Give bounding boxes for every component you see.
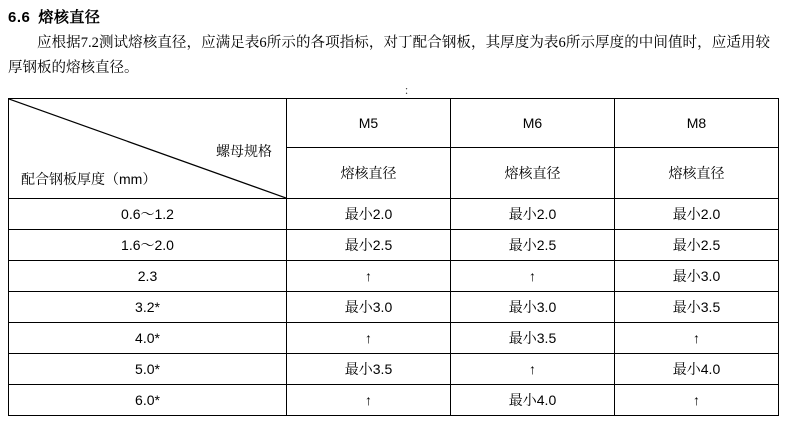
table-header-row <box>9 99 779 148</box>
row-value-m8: ↑ <box>615 385 779 416</box>
row-value-m8: 最小2.0 <box>615 199 779 230</box>
table-row <box>9 354 779 385</box>
section-title: 熔核直径 <box>38 9 101 26</box>
row-value-m5: 最小2.0 <box>287 199 451 230</box>
row-value-m6: ↑ <box>451 354 615 385</box>
corner-bottom-label: 配合钢板厚度（mm） <box>21 171 157 187</box>
column-header-m8: M8 <box>615 99 779 148</box>
row-thickness: 4.0* <box>9 323 287 354</box>
subheader-m8: 熔核直径 <box>615 148 779 199</box>
nugget-diameter-table <box>8 98 779 416</box>
row-value-m5: 最小3.0 <box>287 292 451 323</box>
row-value-m5: ↑ <box>287 261 451 292</box>
row-value-m8: 最小3.5 <box>615 292 779 323</box>
row-value-m8: 最小3.0 <box>615 261 779 292</box>
row-value-m6: 最小3.0 <box>451 292 615 323</box>
row-value-m5: 最小2.5 <box>287 230 451 261</box>
table-row <box>9 385 779 416</box>
row-value-m6: 最小2.0 <box>451 199 615 230</box>
body-paragraph: 应根据7.2测试熔核直径，应满足表6所示的各项指标，对丁配合钢板，其厚度为表6所示厚度的中间值时，应适用较厚钢板的熔核直径。 <box>8 35 770 76</box>
row-value-m8: ↑ <box>615 323 779 354</box>
row-value-m6: 最小2.5 <box>451 230 615 261</box>
row-thickness: 5.0* <box>9 354 287 385</box>
row-value-m8: 最小2.5 <box>615 230 779 261</box>
row-value-m5: ↑ <box>287 385 451 416</box>
row-value-m8: 最小4.0 <box>615 354 779 385</box>
stray-mark: ： <box>404 85 415 97</box>
row-thickness: 0.6～1.2 <box>9 199 287 230</box>
table-row <box>9 323 779 354</box>
section-number: 6.6 <box>8 9 31 26</box>
row-thickness: 3.2* <box>9 292 287 323</box>
subheader-m6: 熔核直径 <box>451 148 615 199</box>
table-row <box>9 230 779 261</box>
row-thickness: 6.0* <box>9 385 287 416</box>
table-corner-cell <box>9 99 287 199</box>
row-thickness: 1.6～2.0 <box>9 230 287 261</box>
row-value-m6: 最小4.0 <box>451 385 615 416</box>
table-row <box>9 292 779 323</box>
row-value-m6: 最小3.5 <box>451 323 615 354</box>
row-value-m6: ↑ <box>451 261 615 292</box>
corner-top-label: 螺母规格 <box>216 143 272 159</box>
row-value-m5: 最小3.5 <box>287 354 451 385</box>
table-row <box>9 199 779 230</box>
section-heading <box>8 6 100 27</box>
column-header-m5: M5 <box>287 99 451 148</box>
column-header-m6: M6 <box>451 99 615 148</box>
table-row <box>9 261 779 292</box>
row-value-m5: ↑ <box>287 323 451 354</box>
subheader-m5: 熔核直径 <box>287 148 451 199</box>
row-thickness: 2.3 <box>9 261 287 292</box>
